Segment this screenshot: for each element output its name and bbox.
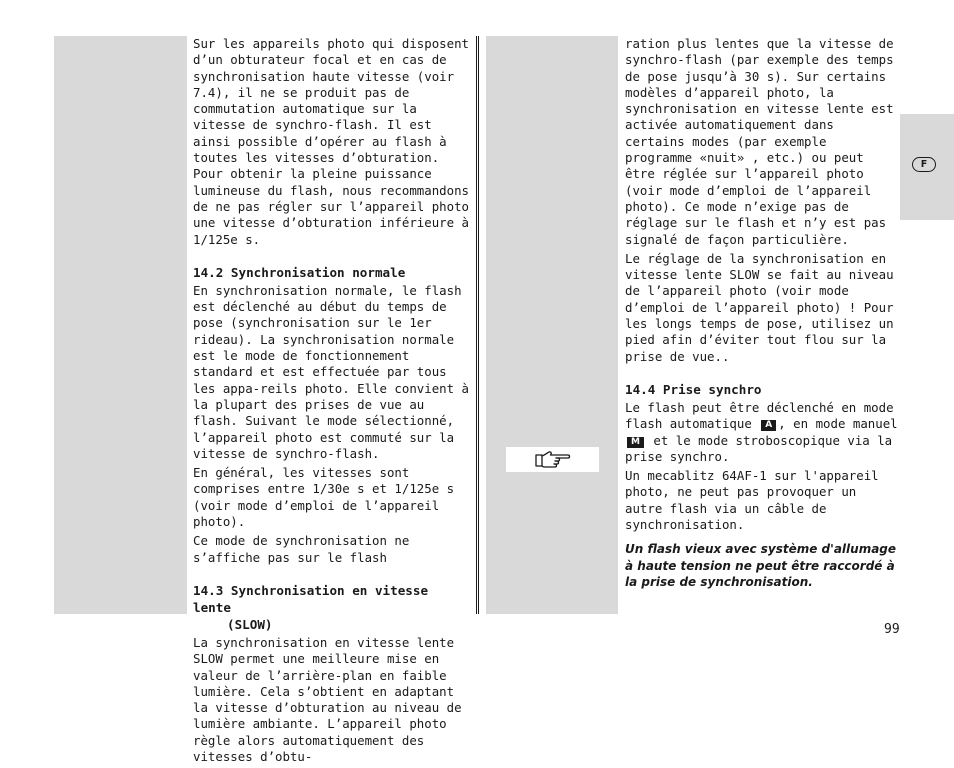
- page-number: 99: [884, 622, 900, 637]
- paragraph-14-2-3: Ce mode de synchronisation ne s’affiche pas sur le flash: [193, 533, 410, 565]
- paragraph-14-4-1: [625, 400, 900, 465]
- heading-14-4: 14.4 Prise synchro: [625, 381, 762, 397]
- note-icon-box: [506, 447, 599, 472]
- column-divider-right: [478, 36, 479, 614]
- left-margin-bar: [54, 36, 187, 614]
- column-divider-left: [476, 36, 477, 614]
- heading-14-2: 14.2 Synchronisation normale: [193, 264, 406, 280]
- manual-mode-badge: M: [627, 437, 644, 448]
- intro-paragraph: Sur les appareils photo qui disposent d’un obturateur focal et en cas de synchronisation haute vitesse (voir 7.4), il ne se produit pas de commutation automatique sur la vitesse de synchro-flash. Il est ainsi possible d’opérer au flash à toutes les vitesses d’obturation. Pour obtenir la pleine puissance lumineuse du flash, nous recommandons de ne pas régler sur l’appareil photo une vitesse d’obturation inférieure à 1/125e s.: [193, 36, 470, 247]
- heading-14-3-line1: 14.3 Synchronisation en vitesse lente: [193, 582, 429, 615]
- right-column: [625, 36, 900, 593]
- middle-margin-bar: [486, 36, 618, 614]
- auto-mode-badge: A: [761, 420, 776, 431]
- warning-note: Un flash vieux avec système d'allumage à haute tension ne peut être raccordé à la prise de synchronisation.: [625, 542, 897, 589]
- left-column: [193, 36, 472, 768]
- heading-14-3-line2: (SLOW): [227, 616, 273, 632]
- continuation-paragraph: ration plus lentes que la vitesse de synchro-flash (par exemple des temps de pose jusqu’à 30 s). Sur certains modèles d’appareil photo, la synchronisation en vitesse lente est activée automatiquement dans certains modes (par exemple programme «nuit» , etc.) ou peut être réglée sur l’appareil photo (voir mode d’emploi de l’appareil photo). Ce mode n’exige pas de réglage sur le flash et n’y est pas signalé de façon particulière.: [625, 36, 894, 247]
- paragraph-14-3-1: La synchronisation en vitesse lente SLOW permet une meilleure mise en valeur de l’arrière-plan en faible lumière. Cela s’obtient en adaptant la vitesse d’obturation au niveau de lumière ambiante. L’appareil photo règle alors automatiquement des vitesses d’obtu-: [193, 634, 462, 764]
- paragraph-14-4-2: Un mecablitz 64AF-1 sur l'appareil photo, ne peut pas provoquer un autre flash via un câble de synchronisation.: [625, 468, 879, 533]
- paragraph-14-2-2: En général, les vitesses sont comprises entre 1/30e s et 1/125e s (voir mode d’emploi de l’appareil photo).: [193, 465, 455, 530]
- slow-setting-paragraph: Le réglage de la synchronisation en vitesse lente SLOW se fait au niveau de l’appareil photo (voir mode d’emploi de l’appareil photo) ! Pour les longs temps de pose, utilisez un pied afin d’éviter tout flou sur la prise de vue..: [625, 250, 894, 364]
- language-badge: F: [912, 157, 936, 172]
- paragraph-14-4-1-part2: , en mode manuel: [778, 416, 898, 432]
- pointing-hand-icon: [534, 450, 572, 470]
- paragraph-14-4-1-part1: Le flash peut être déclenché en mode flash automatique: [625, 399, 894, 432]
- paragraph-14-2-1: En synchronisation normale, le flash est déclenché au début du temps de pose (synchronisation sur le 1er rideau). La synchronisation normale est le mode de fonctionnement standard et est effectuée par tous les appa-reils photo. Elle convient à la plupart des prises de vue au flash. Suivant le mode sélectionné, l’appareil photo est commuté sur la vitesse de synchro-flash.: [193, 282, 470, 461]
- paragraph-14-4-1-part3: et le mode stroboscopique via la prise synchro.: [625, 432, 893, 464]
- heading-14-3: [193, 582, 472, 633]
